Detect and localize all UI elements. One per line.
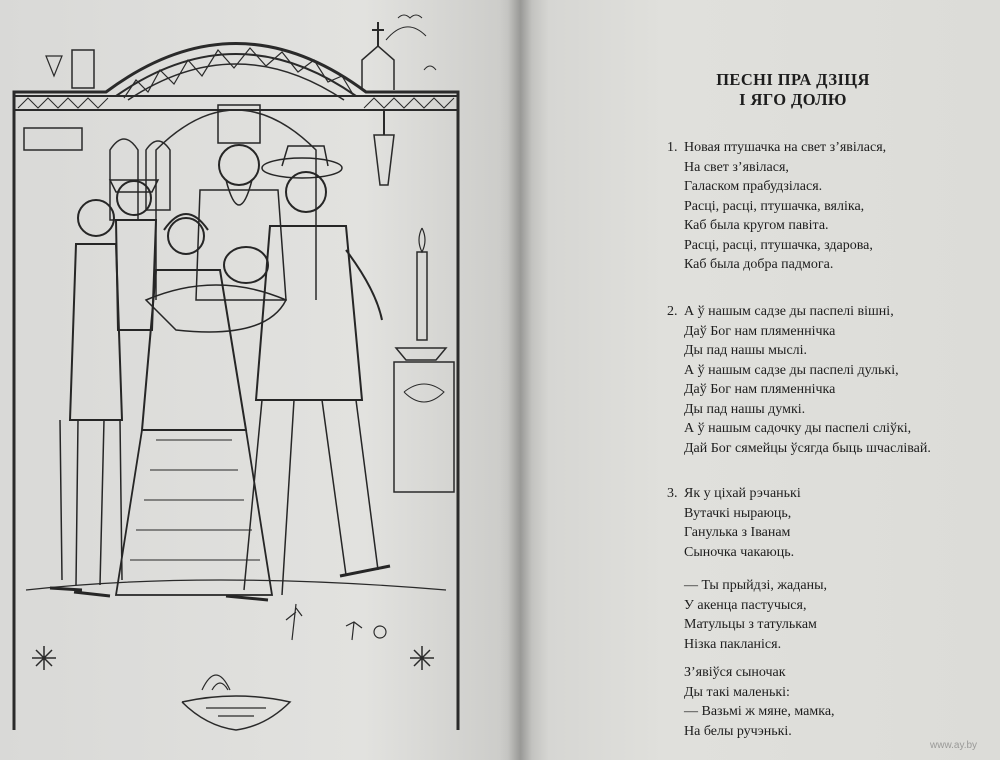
verse-line: Даў Бог нам пляменнічка	[684, 382, 836, 397]
verse-line: Ганулька з Іванам	[684, 525, 791, 540]
verse-line: Матульцы з татулькам	[684, 617, 817, 632]
stanza-1	[667, 138, 886, 275]
verse-line: Ды пад нашы мыслі.	[684, 343, 808, 358]
verse-line: А ў нашым садочку ды паспелі сліўкі,	[684, 421, 912, 436]
verse-line: Новая птушачка на свет з’явілася,	[684, 140, 887, 155]
verse-line: Даў Бог нам пляменнічка	[684, 323, 836, 339]
verse-line: На белы ручэнькі.	[684, 723, 792, 739]
title-line: І ЯГО ДОЛЮ	[739, 90, 847, 109]
song-title	[660, 70, 926, 110]
stanza-3	[667, 484, 801, 562]
watermark: www.ay.by	[930, 740, 978, 751]
verse-line: Галаском прабудзілася.	[684, 179, 823, 194]
verse-line: Ды такі маленькі:	[684, 684, 790, 700]
verse-line: Каб была кругом павіта.	[684, 218, 829, 233]
verse-line: А ў нашым садзе ды паспелі вішні,	[684, 304, 894, 319]
christening-illustration	[6, 0, 476, 735]
verse-line: — Вазьмі ж мяне, мамка,	[684, 704, 835, 719]
book-gutter	[508, 0, 532, 760]
verse-line: Як у ціхай рэчанькі	[684, 486, 801, 501]
verse-line: Дай Бог сямейцы ўсягда быць шчаслівай.	[684, 440, 931, 456]
stanza-number: 2.	[667, 304, 678, 319]
verse-line: Каб была добра падмога.	[684, 257, 834, 272]
verse-line: Вутачкі ныраюць,	[684, 505, 792, 521]
title-line: ПЕСНІ ПРА ДЗІЦЯ	[716, 70, 870, 89]
stanza-number: 3.	[667, 486, 678, 501]
verse-line: Расці, расці, птушачка, здарова,	[684, 237, 873, 253]
stanza-2	[667, 302, 931, 458]
stanza-4	[667, 576, 827, 654]
verse-line: — Ты прыйдзі, жаданы,	[684, 578, 827, 593]
verse-line: Сыночка чакаюць.	[684, 544, 795, 560]
verse-line: На свет з’явілася,	[684, 159, 789, 175]
stanza-5	[667, 663, 835, 741]
verse-line: Нізка пакланіся.	[684, 636, 782, 652]
verse-line: Расці, расці, птушачка, вяліка,	[684, 198, 865, 214]
verse-line: Ды пад нашы думкі.	[684, 401, 806, 417]
stanza-number: 1.	[667, 140, 678, 155]
verse-line: З’явіўся сыночак	[684, 665, 786, 680]
verse-line: А ў нашым садзе ды паспелі дулькі,	[684, 362, 899, 378]
verse-line: У акенца пастучыся,	[684, 597, 807, 613]
